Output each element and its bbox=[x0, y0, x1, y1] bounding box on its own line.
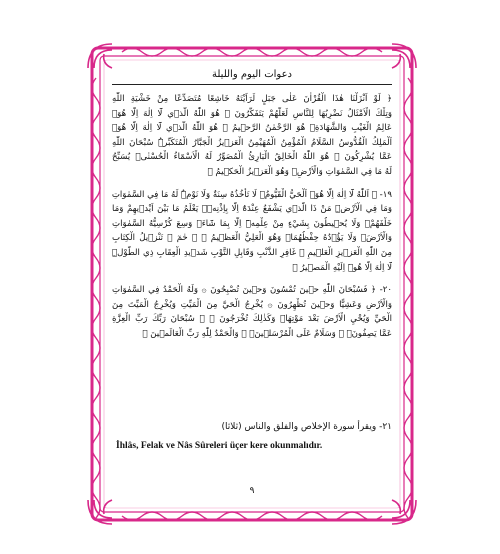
text-line: الْحَيِّ وَيُحْيِ الْاَرْضَ بَعْدَ مَوْتِهَاۜ وَكَذٰلِكَ تُخْرَجُونَ ﴾ ﴿ سُبْحَانَ رَبِّكَ رَبِّ الْعِزَّةِ bbox=[112, 314, 392, 325]
verse-block-3 bbox=[112, 283, 392, 341]
text-line: ١٩- ﴿ اَللّٰهُ لَٓا اِلٰهَ اِلَّا هُوَۚ اَلْحَيُّ الْقَيُّومُۚ لَا تَأْخُذُهُ سِنَةٌ وَلَا نَوْمٌۜ لَهُ مَا فِي السَّمٰوَاتِ bbox=[112, 189, 392, 200]
text-line: ٢٠- ﴿ فَسُبْحَانَ اللّٰهِ ح۪ينَ تُمْسُونَ وَح۪ينَ تُصْبِحُونَ ۞ وَلَهُ الْحَمْدُ فِي السَّمٰوَاتِ bbox=[112, 285, 392, 296]
verse-block-1 bbox=[112, 92, 392, 180]
paragraph-gap bbox=[112, 180, 392, 188]
recitation-instruction-turkish: İhlâs, Felak ve Nâs Sûreleri üçer kere okunmalıdır. bbox=[116, 441, 323, 451]
header-divider bbox=[112, 84, 392, 85]
text-line: وَمَا فِي الْاَرْضِۜ مَنْ ذَا الَّذ۪ي يَشْفَعُ عِنْدَهُٓ اِلَّا بِاِذْنِه۪ۜ يَعْلَمُ مَا بَيْنَ اَيْد۪يهِمْ وَمَا bbox=[112, 204, 392, 215]
text-line: عَمَّا يَصِفُونَۚ ۞ وَسَلَامٌ عَلَى الْمُرْسَل۪ينَۚ ۞ وَالْحَمْدُ لِلّٰهِ رَبِّ الْعَالَم۪ينَ ﴾ bbox=[142, 328, 392, 339]
book-page bbox=[82, 38, 422, 530]
text-line: عَمَّا يُشْرِكُونَ ۞ هُوَ اللّٰهُ الْخَالِقُ الْبَارِئُ الْمُصَوِّرُ لَهُ الْاَسْمَٓاءُ الْحُسْنٰىۜ يُسَبِّحُ bbox=[112, 152, 392, 163]
page-text-body bbox=[112, 92, 392, 342]
text-line: مِنَ اللّٰهِ الْعَز۪يزِ الْعَل۪يمِ ۞ غَافِرِ الذَّنْبِ وَقَابِلِ التَّوْبِ شَد۪يدِ الْعِقَابِ ذِي الطَّوْلِۜ bbox=[112, 247, 392, 258]
text-line: لَهُ مَا فِي السَّمٰوَاتِ وَالْاَرْضِۚ وَهُوَ الْعَز۪يزُ الْحَك۪يمُ ﴾ bbox=[207, 166, 392, 177]
paragraph-gap bbox=[112, 275, 392, 283]
text-line: اَلْمَلِكُ الْقُدُّوسُ السَّلَامُ الْمُؤْمِنُ الْمُهَيْمِنُ الْعَز۪يزُ الْجَبَّارُ الْمُتَكَبِّرُۜ سُبْحَانَ اللّٰهِ bbox=[112, 137, 392, 148]
text-line: وَالْاَرْضِ وَعَشِيًّا وَح۪ينَ تُظْهِرُونَ ۞ يُخْرِجُ الْحَيَّ مِنَ الْمَيِّتِ وَيُخْرِجُ الْمَيِّتَ مِنَ bbox=[112, 299, 392, 310]
text-line: وَتِلْكَ الْاَمْثَالُ نَضْرِبُهَا لِلنَّاسِ لَعَلَّهُمْ يَتَفَكَّرُونَ ۞ هُوَ اللّٰهُ الَّذ۪ي لَٓا اِلٰهَ اِلَّا هُوَۚ bbox=[112, 108, 392, 119]
verse-block-2 bbox=[112, 188, 392, 276]
page-number: ٩ bbox=[249, 486, 255, 496]
recitation-instruction-arabic: ٢١- ويقرأ سورة الإخلاص والفلق والناس (ثلاثا) bbox=[221, 422, 392, 432]
text-line: لَٓا اِلٰهَ اِلَّا هُوَۜ اِلَيْهِ الْمَص۪يرُ ﴾ bbox=[292, 262, 392, 273]
page-header-title: دعوات اليوم والليلة bbox=[212, 69, 292, 80]
text-line: وَالْاَرْضَۚ وَلَا يَؤُ۫دُهُ حِفْظُهُمَاۚ وَهُوَ الْعَلِيُّ الْعَظ۪يمُ ﴾ ﴿ حٰمٓ ۞ تَنْز۪يلُ الْكِتَابِ bbox=[112, 233, 392, 244]
text-line: خَلْفَهُمْۚ وَلَا يُح۪يطُونَ بِشَيْءٍ مِنْ عِلْمِه۪ٓ اِلَّا بِمَا شَٓاءَۚ وَسِعَ كُرْسِيُّهُ السَّمٰوَاتِ bbox=[112, 218, 392, 229]
text-line: عَالِمُ الْغَيْبِ وَالشَّهَادَةِۚ هُوَ الرَّحْمٰنُ الرَّح۪يمُ ۞ هُوَ اللّٰهُ الَّذ۪ي لَٓا اِلٰهَ اِلَّا هُوَۚ bbox=[112, 123, 392, 134]
text-line: ﴿ لَوْ اَنْزَلْنَا هٰذَا الْقُرْاٰنَ عَلٰى جَبَلٍ لَرَاَيْتَهُ خَاشِعًا مُتَصَدِّعًا مِنْ خَشْيَةِ اللّٰهِ bbox=[112, 94, 392, 104]
